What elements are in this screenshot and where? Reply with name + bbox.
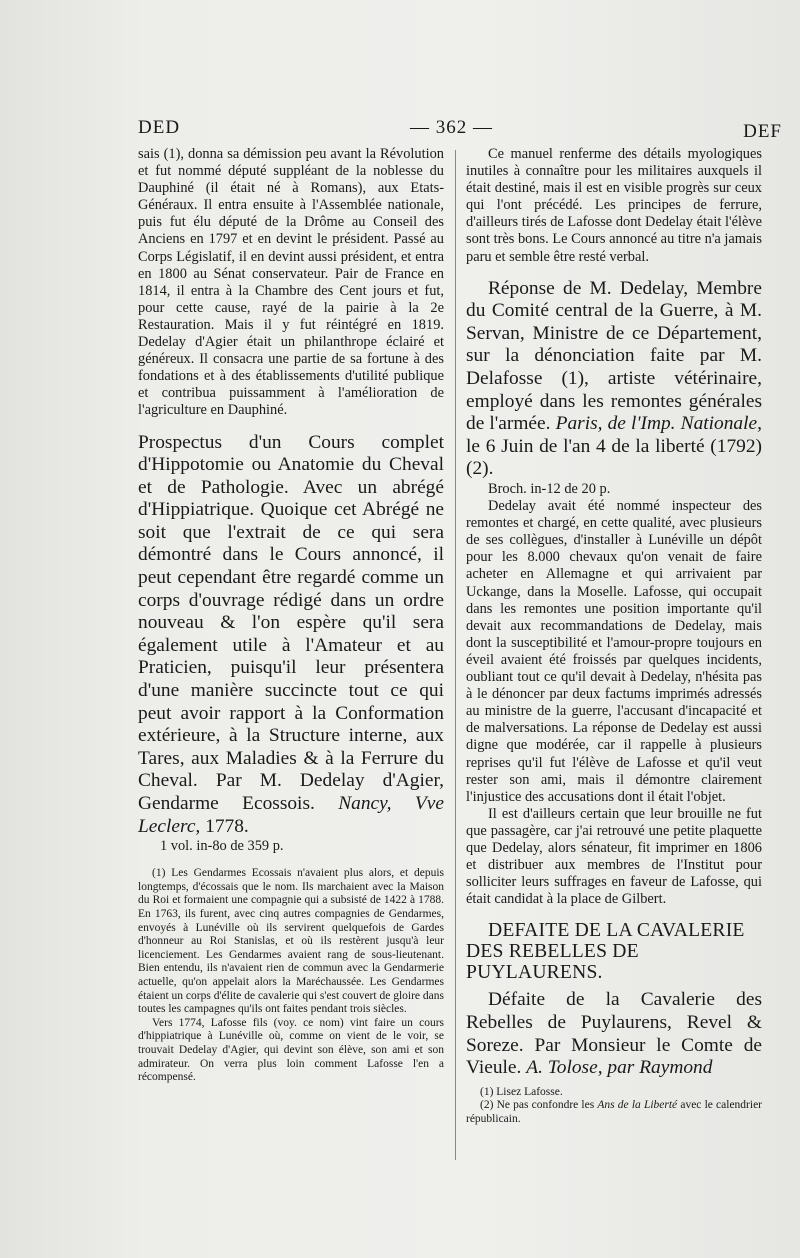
entry-year: 1778.: [205, 815, 249, 837]
footnote-right-2: [466, 1099, 762, 1126]
entry-title-reponse: [466, 278, 762, 481]
right-column: [466, 146, 762, 1127]
entry-title-defaite: [466, 989, 762, 1079]
section-heading: DEFAITE DE LA CAVALERIE DES REBELLES DE PUYLAURENS.: [466, 920, 745, 984]
entry-continuation: sais (1), donna sa démission peu avant la Révolution et fut nommé député suppléant de la noblesse du Dauphiné (il était né à Romans), aux Etats-Généraux. Il entra ensuite à l'Assemblée nationale, puis fut élu député de la Drôme au Conseil des Anciens en 1797 et en devint le président. Passé au Corps Législatif, il en devint aussi président, et entra en 1800 au Sénat conservateur. Pair de France en 1814, il entra à la Chambre des Cent jours et fut, pour cette cause, rayé de la pairie à la 2e Restauration. Mais il y fut réintégré en 1819. Dedelay d'Agier était un philanthrope éclairé et généreux. Il consacra une partie de sa fortune à des fondations et à des établissements d'utilité publique et contribua puissamment à l'amélioration de l'agriculture en Dauphiné.: [138, 146, 444, 419]
entry-title-text: Prospectus d'un Cours complet d'Hippotomie ou Anatomie du Cheval et de Pathologie. Avec un abrégé d'Hippiatrique. Quoique cet Abrégé ne soit que l'extrait de ce qui sera démontré dans le Cours annoncé, il peut cependant être regardé comme un corps d'ouvrage rédigé dans un ordre nouveau & l'on espère qu'il sera également utile à l'Amateur et au Praticien, puisqu'il leur présentera d'une manière succincte tout ce qui peut avoir rapport à la Conformation extérieure, à la Structure interne, aux Tares, aux Maladies & à la Ferrure du Cheval. Par M. Dedelay d'Agier, Gendarme Ecossois.: [138, 431, 444, 814]
page-number: — 362 —: [410, 117, 493, 138]
entry-note-continuation: Ce manuel renferme des détails myologiques inutiles à connaître pour les militaires auxquels il était destiné, mais il est en visible progrès sur ceux qui l'ont précédé. Les principes de ferrure, d'ailleurs tirés de Lafosse dont Dedelay était l'élève sont très bons. Le Cours annoncé au titre n'a jamais paru et semble être resté verbal.: [466, 146, 762, 265]
entry3-title-text: Défaite de la Cavalerie des Rebelles de Puylaurens, Revel & Soreze. Par Monsieur le Comte de Vieule.: [466, 989, 762, 1079]
column-divider: [455, 150, 456, 1160]
entry2-note-a: Dedelay avait été nommé inspecteur des remontes et chargé, en cette qualité, avec plusieurs de ses collègues, d'installer à Lunéville un dépôt pour les 8.000 chevaux qu'on venait de faire acheter en Allemagne et qui arrivaient par Uckange, dans la Moselle. Lafosse, qui occupait dans les remontes une position importante qu'il devait aux recommandations de Dedelay, mais dont la susceptibilité et l'amour-propre toujours en éveil avaient été froissés par quelques incidents, oubliant tout ce qu'il devait à Dedelay, n'hésita pas à le dénoncer par deux factums imprimés adressés au ministre de la guerre, l'accusant d'incapacité et de malversations. La réponse de Dedelay est aussi digne que modérée, car il rappelle à plusieurs reprises qu'il fut l'élève de Lafosse et qu'il veut rester son ami, mais il démontre clairement l'injustice des accusations dont il était l'objet.: [466, 498, 762, 805]
footnote-2-italic: Ans de la Liberté: [597, 1099, 678, 1112]
footnote-2-post: avec le calendrier républicain.: [466, 1099, 763, 1125]
entry2-imprint: Paris, de l'Imp. Nationale,: [555, 413, 762, 435]
header-right-catchword: DEF: [743, 121, 782, 142]
entry2-note-b: Il est d'ailleurs certain que leur brouille ne fut que passagère, car j'ai retrouvé une petite plaquette que Dedelay, alors sénateur, fit imprimer en 1806 et distribuer aux membres de l'Institut pour solliciter leurs suffrages en faveur de Lafosse, qui était candidat à la place de Gilbert.: [466, 805, 762, 908]
left-column: [138, 146, 444, 1085]
footnote-2-pre: (2) Ne pas confondre les: [480, 1099, 595, 1112]
entry2-date: le 6 Juin de l'an 4 de la liberté (1792) (2).: [466, 435, 762, 480]
entry2-title-text: Réponse de M. Dedelay, Membre du Comité central de la Guerre, à M. Servan, Ministre de ce Département, sur la dénonciation faite par M. Delafosse (1), artiste vétérinaire, employé dans les remontes générales de l'armée.: [466, 277, 762, 435]
footnote-right-1: (1) Lisez Lafosse.: [480, 1085, 563, 1098]
entry-imprint: Nancy, Vve Leclerc,: [138, 793, 444, 837]
footnote-1: (1) Les Gendarmes Ecossais n'avaient plus alors, et depuis longtemps, d'écossais que le nom. Ils marchaient avec la Maison du Roi et formaient une compagnie qui a subsisté de 1422 à 1788. En 1763, ils furent, avec cinq autres compagnies de Gendarmes, envoyés à Lunéville où ils servirent quelquefois de Gardes d'honneur au Roi Stanislas, et où ils restèrent jusqu'à leur licenciement. Les Gendarmes avaient rang de sous-lieutenant. Bien entendu, ils n'avaient rien de commun avec la Gendarmerie actuelle, qu'on appelait alors la Maréchaussée. Les Gendarmes étaient un corps d'élite de cavalerie qui s'est couvert de gloire dans toutes les campagnes qu'ils ont faites pendant trois siècles.: [138, 867, 444, 1016]
entry2-format: Broch. in-12 de 20 p.: [488, 481, 611, 497]
header-left-catchword: DED: [138, 117, 181, 138]
footnote-1-continued: Vers 1774, Lafosse fils (voy. ce nom) vint faire un cours d'hippiatrique à Lunéville où, comme on vient de le voir, se trouvait Dedelay d'Agier, qui devint son élève, son ami et son admirateur. On verra plus loin comment Lafosse l'en a récompensé.: [138, 1016, 444, 1084]
entry-title-prospectus: [138, 432, 444, 839]
entry3-imprint: A. Tolose, par Raymond: [526, 1057, 713, 1079]
entry-format: 1 vol. in-8o de 359 p.: [160, 838, 284, 855]
